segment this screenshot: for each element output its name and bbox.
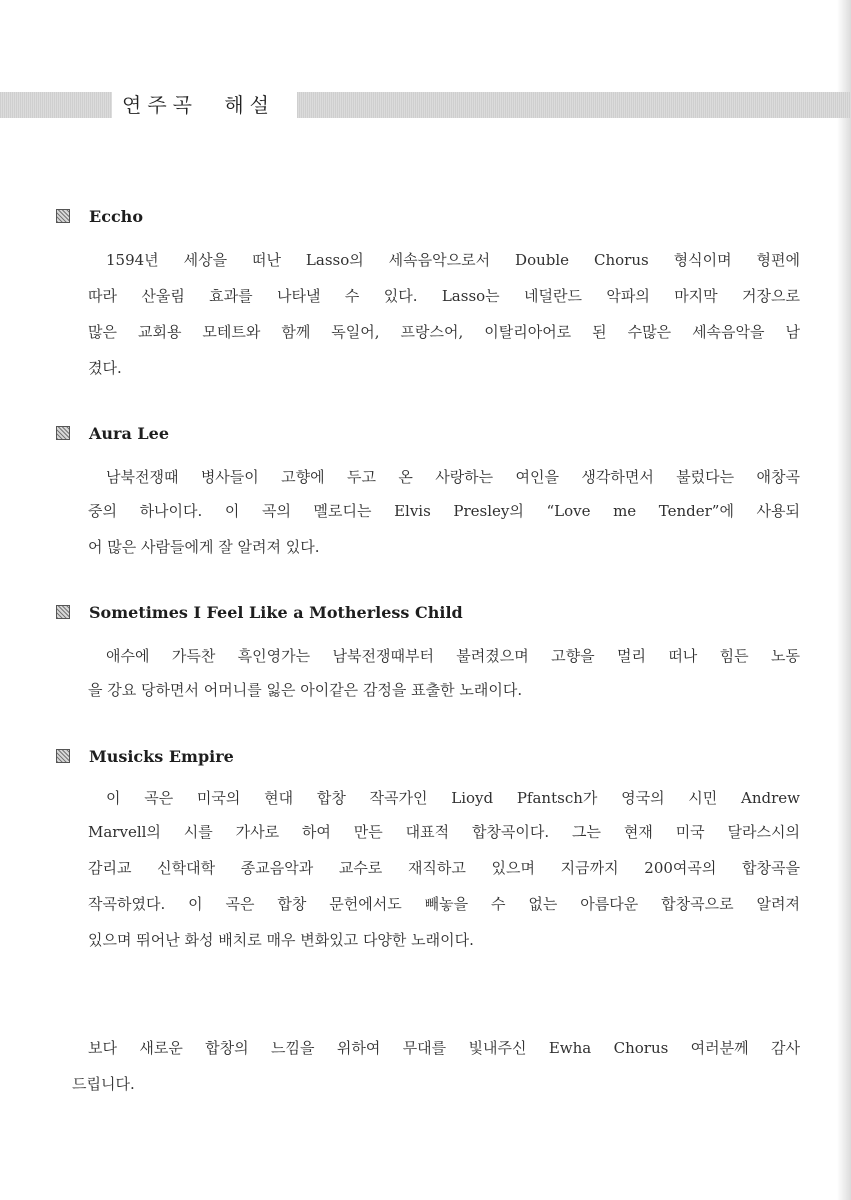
section-heading xyxy=(56,423,169,443)
hatched-square-icon xyxy=(56,426,70,440)
paragraph-line: 작곡하였다. 이 곡은 합창 문헌에서도 빼놓을 수 없는 아름다운 합창곡으로 알려져 xyxy=(88,895,800,913)
section-heading xyxy=(56,746,234,766)
paragraph-line: 많은 교회용 모테트와 함께 독일어, 프랑스어, 이탈리아어로 된 수많은 세속음악을 남 xyxy=(88,323,800,341)
hatched-square-icon xyxy=(56,209,70,223)
section-heading xyxy=(56,206,143,226)
paragraph-line: 남북전쟁때 병사들이 고향에 두고 온 사랑하는 여인을 생각하면서 불렀다는 애창곡 xyxy=(106,468,800,486)
closing-line: 드립니다. xyxy=(72,1075,135,1093)
paragraph-line: 어 많은 사람들에게 잘 알려져 있다. xyxy=(88,538,320,556)
header-band-left-bar xyxy=(0,92,112,118)
paragraph-line: 을 강요 당하면서 어머니를 잃은 아이같은 감정을 표출한 노래이다. xyxy=(88,681,523,699)
paragraph-line: 있으며 뛰어난 화성 배치로 매우 변화있고 다양한 노래이다. xyxy=(88,931,474,949)
page-edge-shadow xyxy=(837,0,851,1200)
paragraph-line: 1594년 세상을 떠난 Lasso의 세속음악으로서 Double Chorus 형식이며 형편에 xyxy=(106,251,800,269)
paragraph-line: 감리교 신학대학 종교음악과 교수로 재직하고 있으며 지금까지 200여곡의 합창곡을 xyxy=(88,859,800,877)
paragraph-line: 중의 하나이다. 이 곡의 멜로디는 Elvis Presley의 “Love me Tender”에 사용되 xyxy=(88,502,800,520)
page-title: 연주곡 해설 xyxy=(122,93,275,117)
section-heading xyxy=(56,602,463,622)
section-title: Aura Lee xyxy=(89,423,170,443)
paragraph-line: 애수에 가득찬 흑인영가는 남북전쟁때부터 불려졌으며 고향을 멀리 떠나 힘든 노동 xyxy=(106,647,800,665)
hatched-square-icon xyxy=(56,605,70,619)
section-title: Musicks Empire xyxy=(89,746,234,766)
section-title: Sometimes I Feel Like a Motherless Child xyxy=(89,602,463,622)
header-band xyxy=(0,92,851,118)
paragraph-line: 이 곡은 미국의 현대 합창 작곡가인 Lioyd Pfantsch가 영국의 시민 Andrew xyxy=(106,789,800,807)
paragraph-line: 따라 산울림 효과를 나타낼 수 있다. Lasso는 네덜란드 악파의 마지막 거장으로 xyxy=(88,287,800,305)
paragraph-line: 겼다. xyxy=(88,359,122,377)
section-title: Eccho xyxy=(89,206,143,226)
hatched-square-icon xyxy=(56,749,70,763)
header-band-right-bar xyxy=(297,92,851,118)
closing-line: 보다 새로운 합창의 느낌을 위하여 무대를 빛내주신 Ewha Chorus 여러분께 감사 xyxy=(88,1039,800,1057)
paragraph-line: Marvell의 시를 가사로 하여 만든 대표적 합창곡이다. 그는 현재 미국 달라스시의 xyxy=(88,823,800,841)
